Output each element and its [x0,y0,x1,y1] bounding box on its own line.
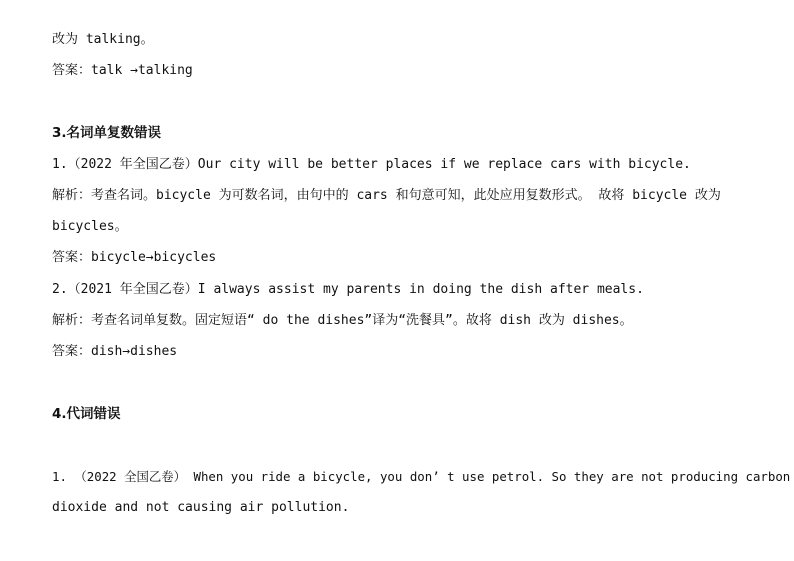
answer-line: 答案：talk →talking [52,63,193,78]
analysis-line: 解析：考查名词单复数。固定短语“ do the dishes”译为“洗餐具”。故将 dish 改为 dishes。 [52,313,633,328]
analysis-line: 解析：考查名词。bicycle 为可数名词，由句中的 cars 和句意可知，此处应用复数形式。 故将 bicycle 改为 [52,188,721,203]
section-heading-noun-number: 3.名词单复数错误 [52,125,162,141]
analysis-line-continued: bicycles。 [52,219,128,234]
question-line-continued: dioxide and not causing air pollution. [52,500,350,515]
text-line: 改为 talking。 [52,32,154,47]
answer-line: 答案：bicycle→bicycles [52,250,217,265]
section-heading-pronoun: 4.代词错误 [52,406,121,422]
question-line: 1.（2022 年全国乙卷）Our city will be better places if we replace cars with bicycle. [52,157,691,172]
question-line: 1. （2022 全国乙卷） When you ride a bicycle, you don’ t use petrol. So they are not producing carbon [52,469,791,484]
answer-line: 答案：dish→dishes [52,344,178,359]
question-line: 2.（2021 年全国乙卷）I always assist my parents in doing the dish after meals. [52,282,644,297]
